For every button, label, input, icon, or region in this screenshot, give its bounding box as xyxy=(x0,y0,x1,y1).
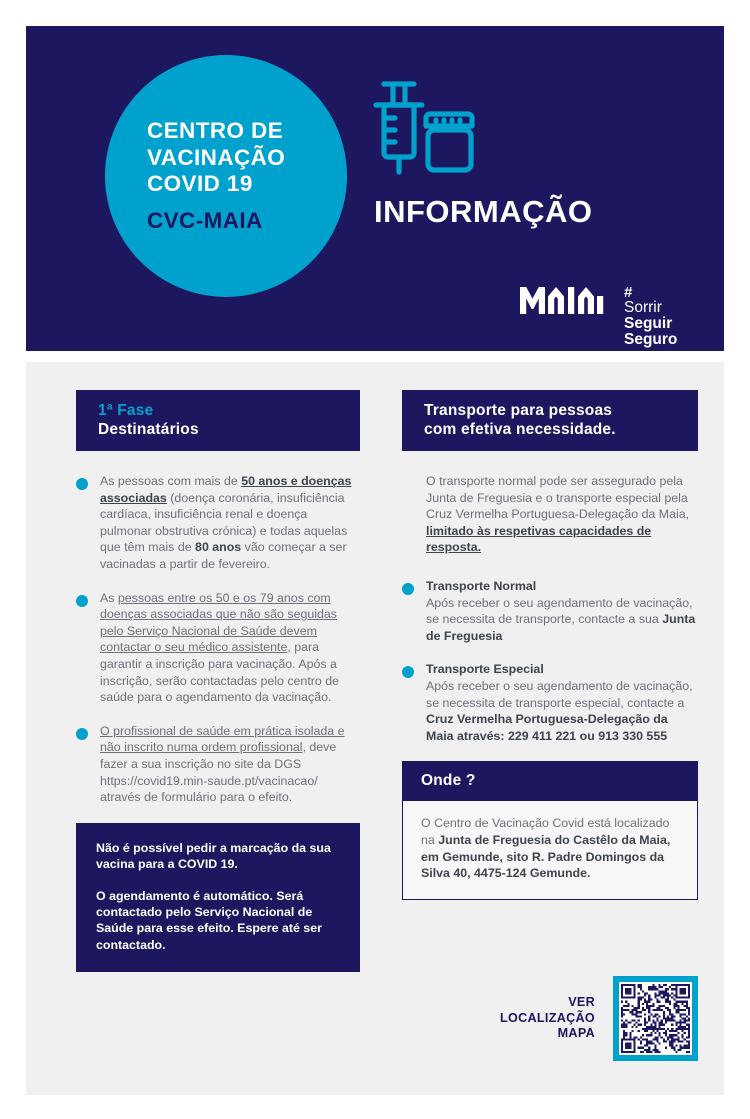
text-run: 80 anos xyxy=(195,540,242,555)
appointment-note-box xyxy=(76,823,360,972)
text-run: O transporte normal pode ser assegurado pela Junta de Freguesia e o transporte especial pela Cruz Vermelha Portuguesa-Delegação da Maia, xyxy=(426,474,690,522)
bullet-item xyxy=(76,590,360,706)
bullet-text xyxy=(426,578,698,644)
text-run: , para garantir a inscrição para vacinação. Após a inscrição, serão contactadas pelo centro de saúde para o agendamento da vacinação. xyxy=(100,640,340,705)
tagline-line-2: Seguir xyxy=(624,315,673,333)
maia-brand-block xyxy=(520,285,677,348)
bullet-dot-icon xyxy=(402,666,414,678)
bullet-item xyxy=(402,578,698,644)
logo-line-1: CENTRO DE xyxy=(147,118,284,143)
location-box-title: Onde ? xyxy=(403,762,697,801)
text-run: Junta de Freguesia xyxy=(426,612,696,643)
bullet-text xyxy=(100,723,360,806)
text-run: (doença coronária, insuficiência cardíaca, insuficiência renal e doença pulmonar obstrutiva crónica) e todas aquelas que têm mais de xyxy=(100,490,348,555)
bullet-dot-icon xyxy=(76,728,88,740)
text-run: pessoas entre os 50 e os 79 anos com doenças associadas que não são seguidas pelo Serviço Nacional de Saúde devem contactar o seu médico assistente xyxy=(100,590,337,655)
map-qr-caption xyxy=(500,995,595,1041)
qr-caption-line-3: MAPA xyxy=(557,1026,595,1041)
text-run: Junta de Freguesia do Castêlo da Maia, em Gemunde, sito R. Padre Domingos da Silva 40, 4475-124 Gemunde. xyxy=(421,832,671,881)
qr-caption-line-1: VER xyxy=(568,995,595,1010)
bullet-text xyxy=(100,590,360,706)
right-heading-line-2: com efetiva necessidade. xyxy=(424,421,616,438)
transport-intro-text xyxy=(402,473,698,556)
left-section-heading xyxy=(76,390,360,451)
bullet-item xyxy=(76,723,360,806)
map-qr-row[interactable] xyxy=(402,976,698,1061)
qr-code-frame[interactable] xyxy=(613,976,698,1061)
tagline-line-3: Seguro xyxy=(624,331,678,349)
text-run: O Centro de Vacinação Covid está localizado na xyxy=(421,816,670,847)
logo-line-4: CVC-MAIA xyxy=(147,207,263,233)
note-paragraph-2: O agendamento é automático. Será contactado pelo Serviço Nacional de Saúde para esse efeito. Espere até ser contactado. xyxy=(96,888,322,952)
bullet-text xyxy=(100,473,360,573)
qr-caption-line-2: LOCALIZAÇÃO xyxy=(500,1010,595,1025)
text-run: O profissional de saúde em prática isolada e não inscrito numa ordem profissional xyxy=(100,723,345,755)
qr-code-matrix xyxy=(621,984,690,1053)
tagline-line-1: Sorrir xyxy=(624,299,662,316)
text-run: As pessoas com mais de xyxy=(100,474,242,488)
syringe-vial-icon xyxy=(371,78,481,183)
left-column xyxy=(76,390,360,972)
location-box xyxy=(402,761,698,899)
note-paragraph-1: Não é possível pedir a marcação da sua vacina para a COVID 19. xyxy=(96,840,331,872)
text-run: , deve fazer a sua inscrição no site da DGS https://covid19.min-saude.pt/vacinacao/ através de formulário para o efeito. xyxy=(100,740,337,805)
maia-tagline xyxy=(624,285,677,348)
bullet-dot-icon xyxy=(402,583,414,595)
left-bullet-list xyxy=(76,473,360,806)
bullet-label: Transporte Especial xyxy=(426,662,544,677)
bullet-label: Transporte Normal xyxy=(426,578,537,593)
text-run: limitado às respetivas capacidades de resposta. xyxy=(426,523,652,555)
transport-bullet-list xyxy=(402,578,698,744)
text-run: Após receber o seu agendamento de vacinação, se necessita de transporte especial, contacte a xyxy=(426,678,693,710)
text-run: 50 anos e doenças associadas xyxy=(100,474,352,505)
content-sheet xyxy=(26,362,724,1095)
bullet-item xyxy=(402,661,698,744)
right-column xyxy=(402,390,698,900)
bullet-item xyxy=(76,473,360,573)
left-heading-title: Destinatários xyxy=(98,421,199,438)
text-run: Cruz Vermelha Portuguesa-Delegação da Maia através: 229 411 221 ou 913 330 555 xyxy=(426,712,668,743)
text-run: As xyxy=(100,590,118,605)
bullet-text xyxy=(426,661,698,744)
right-heading-line-1: Transporte para pessoas xyxy=(424,402,613,419)
right-section-heading xyxy=(402,390,698,451)
text-run: Após receber o seu agendamento de vacinação, se necessita de transporte, contacte a sua xyxy=(426,595,693,627)
maia-wordmark-logo xyxy=(520,285,604,315)
cvc-maia-logo-badge xyxy=(105,55,347,297)
qr-code-icon[interactable] xyxy=(619,982,692,1055)
bullet-dot-icon xyxy=(76,478,88,490)
location-box-text xyxy=(403,801,697,898)
tagline-hash: # xyxy=(624,284,633,301)
header-info-title: INFORMAÇÃO xyxy=(374,194,593,229)
poster-header xyxy=(26,26,724,351)
text-run: vão começar a ser vacinadas a partir de fevereiro. xyxy=(100,540,347,571)
left-heading-phase: 1ª Fase xyxy=(98,402,154,419)
logo-line-3: COVID 19 xyxy=(147,171,253,196)
bullet-dot-icon xyxy=(76,595,88,607)
logo-line-2: VACINAÇÃO xyxy=(147,144,286,170)
